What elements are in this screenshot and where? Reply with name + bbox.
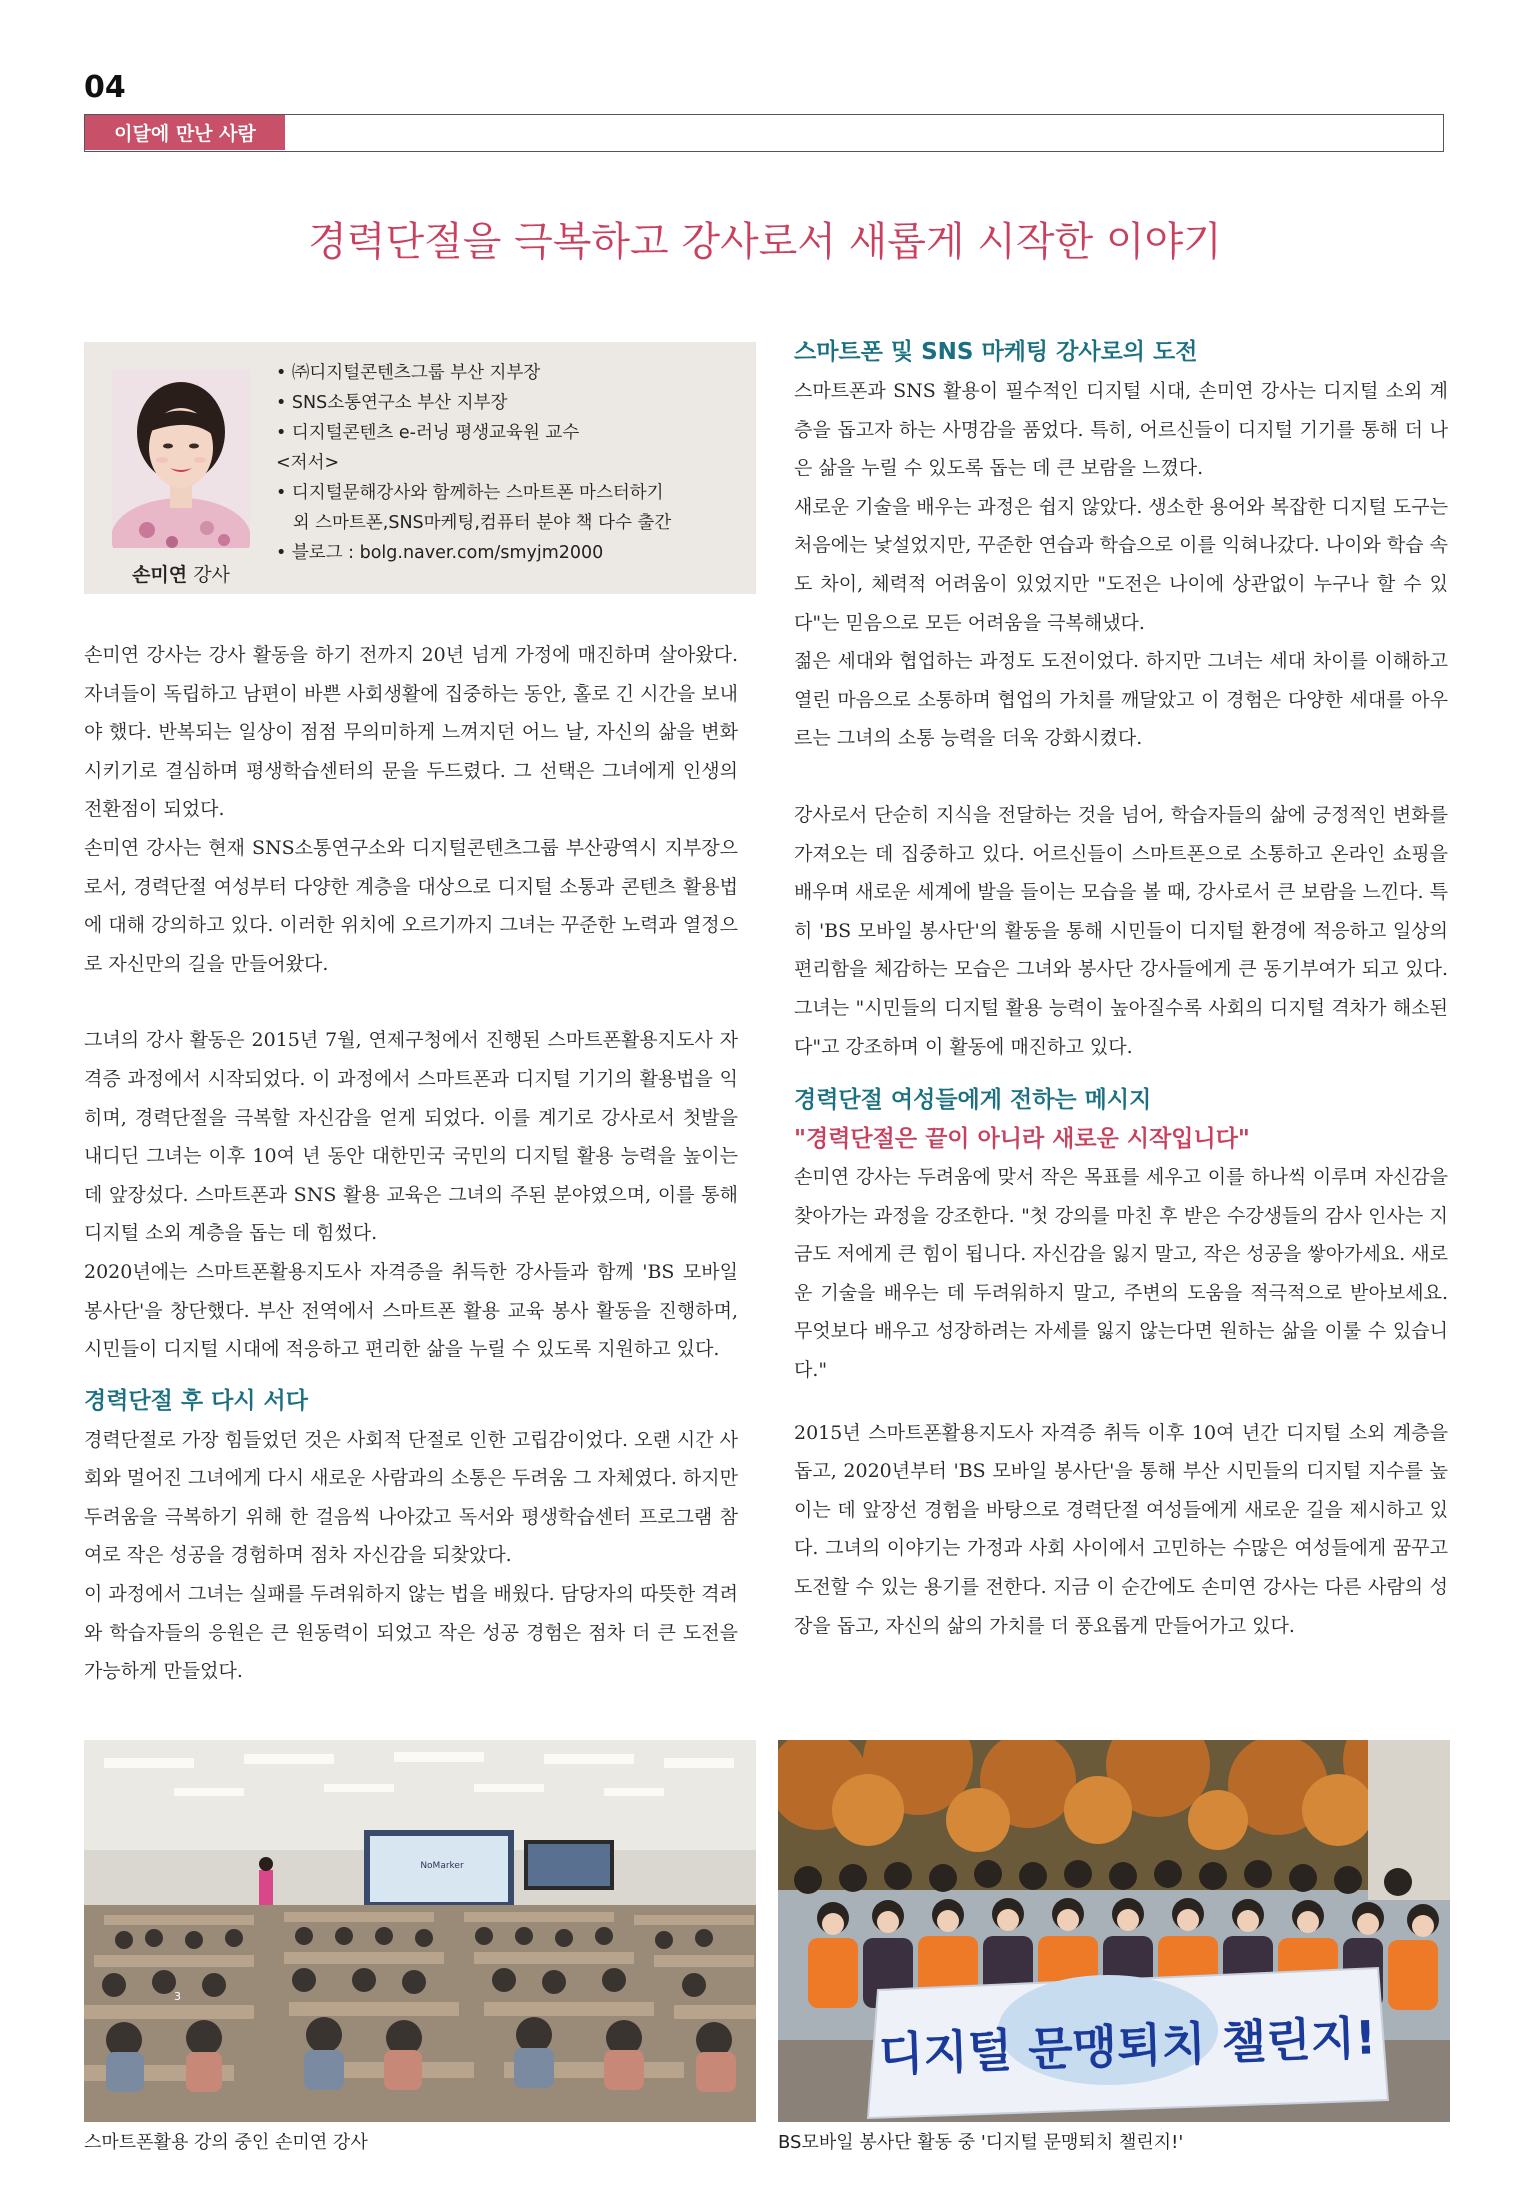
svg-text:디지털 문맹퇴치 챌린지!: 디지털 문맹퇴치 챌린지!	[877, 2010, 1377, 2082]
section-heading: 경력단절 여성들에게 전하는 메시지	[794, 1087, 1152, 1114]
paragraph: 스마트폰과 SNS 활용이 필수적인 디지털 시대, 손미연 강사는 디지털 소외 계층을 돕고자 하는 사명감을 품었다. 특히, 어르신들이 디지털 기기를 통해 더 나은 삶을 누릴 수 있도록 돕는 데 큰 보람을 느꼈다.	[794, 380, 1448, 480]
paragraph: 젊은 세대와 협업하는 과정도 도전이었다. 하지만 그녀는 세대 차이를 이해하고 열린 마음으로 소통하며 협업의 가치를 깨달았고 이 경험은 다양한 세대를 아우르는 그녀의 소통 능력을 더욱 강화시켰다.	[794, 650, 1448, 750]
profile-line: 외 스마트폰,SNS마케팅,컴퓨터 분야 책 다수 출간	[276, 513, 672, 533]
paragraph: 손미연 강사는 두려움에 맞서 작은 목표를 세우고 이를 하나씩 이루며 자신감을 찾아가는 과정을 강조한다. "첫 강의를 마친 후 받은 수강생들의 감사 인사는 지금도 저에게 큰 힘이 됩니다. 자신감을 잃지 말고, 작은 성공을 쌓아가세요. 새로운 기술을 배우는 데 두려워하지 말고, 주변의 도움을 적극적으로 받아보세요. 무엇보다 배우고 성장하려는 자세를 잃지 않는다면 원하는 삶을 이룰 수 있습니다."	[794, 1166, 1448, 1382]
svg-text:3: 3	[174, 1990, 181, 2003]
paragraph: 그녀의 강사 활동은 2015년 7월, 연제구청에서 진행된 스마트폰활용지도사 자격증 과정에서 시작되었다. 이 과정에서 스마트폰과 디지털 기기의 활용법을 익히며, 경력단절을 극복할 자신감을 얻게 되었다. 이를 계기로 강사로서 첫발을 내디딘 그녀는 이후 10여 년 동안 대한민국 국민의 디지털 활용 능력을 높이는 데 앞장섰다. 스마트폰과 SNS 활용 교육은 그녀의 주된 분야였으며, 이를 통해 디지털 소외 계층을 돕는 데 힘썼다.	[84, 1029, 738, 1245]
right-column	[794, 332, 1448, 1645]
portrait-photo	[112, 370, 250, 548]
photo-caption: 스마트폰활용 강의 중인 손미연 강사	[84, 2132, 368, 2153]
section-heading: 스마트폰 및 SNS 마케팅 강사로의 도전	[794, 339, 1198, 365]
volunteer-group-photo	[778, 1740, 1450, 2122]
profile-info	[276, 358, 746, 568]
section-subheading: "경력단절은 끝이 아니라 새로운 시작입니다"	[794, 1125, 1250, 1153]
paragraph: 손미연 강사는 강사 활동을 하기 전까지 20년 넘게 가정에 매진하며 살아왔다. 자녀들이 독립하고 남편이 바쁜 사회생활에 집중하는 동안, 홀로 긴 시간을 보내야 했다. 반복되는 일상이 점점 무의미하게 느껴지던 어느 날, 자신의 삶을 변화시키기로 결심하며 평생학습센터의 문을 두드렸다. 그 선택은 그녀에게 인생의 전환점이 되었다.	[84, 644, 738, 821]
paragraph: 2015년 스마트폰활용지도사 자격증 취득 이후 10여 년간 디지털 소외 계층을 돕고, 2020년부터 'BS 모바일 봉사단'을 통해 부산 시민들의 디지털 지수를 높이는 데 앞장선 경험을 바탕으로 경력단절 여성들에게 새로운 길을 제시하고 있다. 그녀의 이야기는 가정과 사회 사이에서 고민하는 수많은 여성들에게 꿈꾸고 도전할 수 있는 용기를 전한다. 지금 이 순간에도 손미연 강사는 다른 사람의 성장을 돕고, 자신의 삶의 가치를 더 풍요롭게 만들어가고 있다.	[794, 1421, 1448, 1637]
paragraph: 새로운 기술을 배우는 과정은 쉽지 않았다. 생소한 용어와 복잡한 디지털 도구는 처음에는 낯설었지만, 꾸준한 연습과 학습으로 이를 익혀나갔다. 나이와 학습 속도 차이, 체력적 어려움이 있었지만 "도전은 나이에 상관없이 누구나 할 수 있다"는 믿음으로 모든 어려움을 극복해냈다.	[794, 495, 1448, 634]
paragraph: 이 과정에서 그녀는 실패를 두려워하지 않는 법을 배웠다. 담당자의 따뜻한 격려와 학습자들의 응원은 큰 원동력이 되었고 작은 성공 경험은 점차 더 큰 도전을 가능하게 만들었다.	[84, 1583, 738, 1683]
profile-line: • 디지털문해강사와 함께하는 스마트폰 마스터하기	[276, 483, 664, 503]
profile-line: • 블로그 : bolg.naver.com/smyjm2000	[276, 543, 604, 563]
left-column	[84, 636, 738, 1691]
profile-name: 손미연 강사	[132, 564, 230, 586]
paragraph: 손미연 강사는 현재 SNS소통연구소와 디지털콘텐츠그룹 부산광역시 지부장으로서, 경력단절 여성부터 다양한 계층을 대상으로 디지털 소통과 콘텐츠 활용법에 대해 강의하고 있다. 이러한 위치에 오르기까지 그녀는 꾸준한 노력과 열정으로 자신만의 길을 만들어왔다.	[84, 836, 738, 975]
page-number: 04	[84, 70, 126, 105]
profile-line: • SNS소통연구소 부산 지부장	[276, 393, 508, 413]
photo-caption: BS모바일 봉사단 활동 중 '디지털 문맹퇴치 챌린지!'	[778, 2132, 1184, 2153]
profile-box	[84, 342, 756, 594]
section-tag: 이달에 만난 사람	[85, 115, 285, 150]
section-heading: 경력단절 후 다시 서다	[84, 1387, 308, 1414]
profile-line: <저서>	[276, 453, 340, 473]
article-title: 경력단절을 극복하고 강사로서 새롭게 시작한 이야기	[308, 219, 1222, 265]
paragraph: 경력단절로 가장 힘들었던 것은 사회적 단절로 인한 고립감이었다. 오랜 시간 사회와 멀어진 그녀에게 다시 새로운 사람과의 소통은 두려움 그 자체였다. 하지만 두려움을 극복하기 위해 한 걸음씩 나아갔고 독서와 평생학습센터 프로그램 참여로 작은 성공을 경험하며 점차 자신감을 되찾았다.	[84, 1428, 738, 1567]
classroom-photo	[84, 1740, 756, 2122]
profile-line: • 디지털콘텐츠 e-러닝 평생교육원 교수	[276, 423, 580, 443]
section-header	[84, 114, 1444, 152]
svg-text:NoMarker: NoMarker	[420, 1861, 464, 1871]
paragraph: 2020년에는 스마트폰활용지도사 자격증을 취득한 강사들과 함께 'BS 모바일 봉사단'을 창단했다. 부산 전역에서 스마트폰 활용 교육 봉사 활동을 진행하며, 시민들이 디지털 시대에 적응하고 편리한 삶을 누릴 수 있도록 지원하고 있다.	[84, 1260, 738, 1361]
profile-line: • ㈜디지털콘텐츠그룹 부산 지부장	[276, 363, 541, 383]
paragraph: 강사로서 단순히 지식을 전달하는 것을 넘어, 학습자들의 삶에 긍정적인 변화를 가져오는 데 집중하고 있다. 어르신들이 스마트폰으로 소통하고 온라인 쇼핑을 배우며 새로운 세계에 발을 들이는 모습을 볼 때, 강사로서 큰 보람을 느낀다. 특히 'BS 모바일 봉사단'의 활동을 통해 시민들이 디지털 환경에 적응하고 일상의 편리함을 체감하는 모습은 그녀와 봉사단 강사들에게 큰 동기부여가 되고 있다. 그녀는 "시민들의 디지털 활용 능력이 높아질수록 사회의 디지털 격차가 해소된다"고 강조하며 이 활동에 매진하고 있다.	[794, 803, 1448, 1058]
